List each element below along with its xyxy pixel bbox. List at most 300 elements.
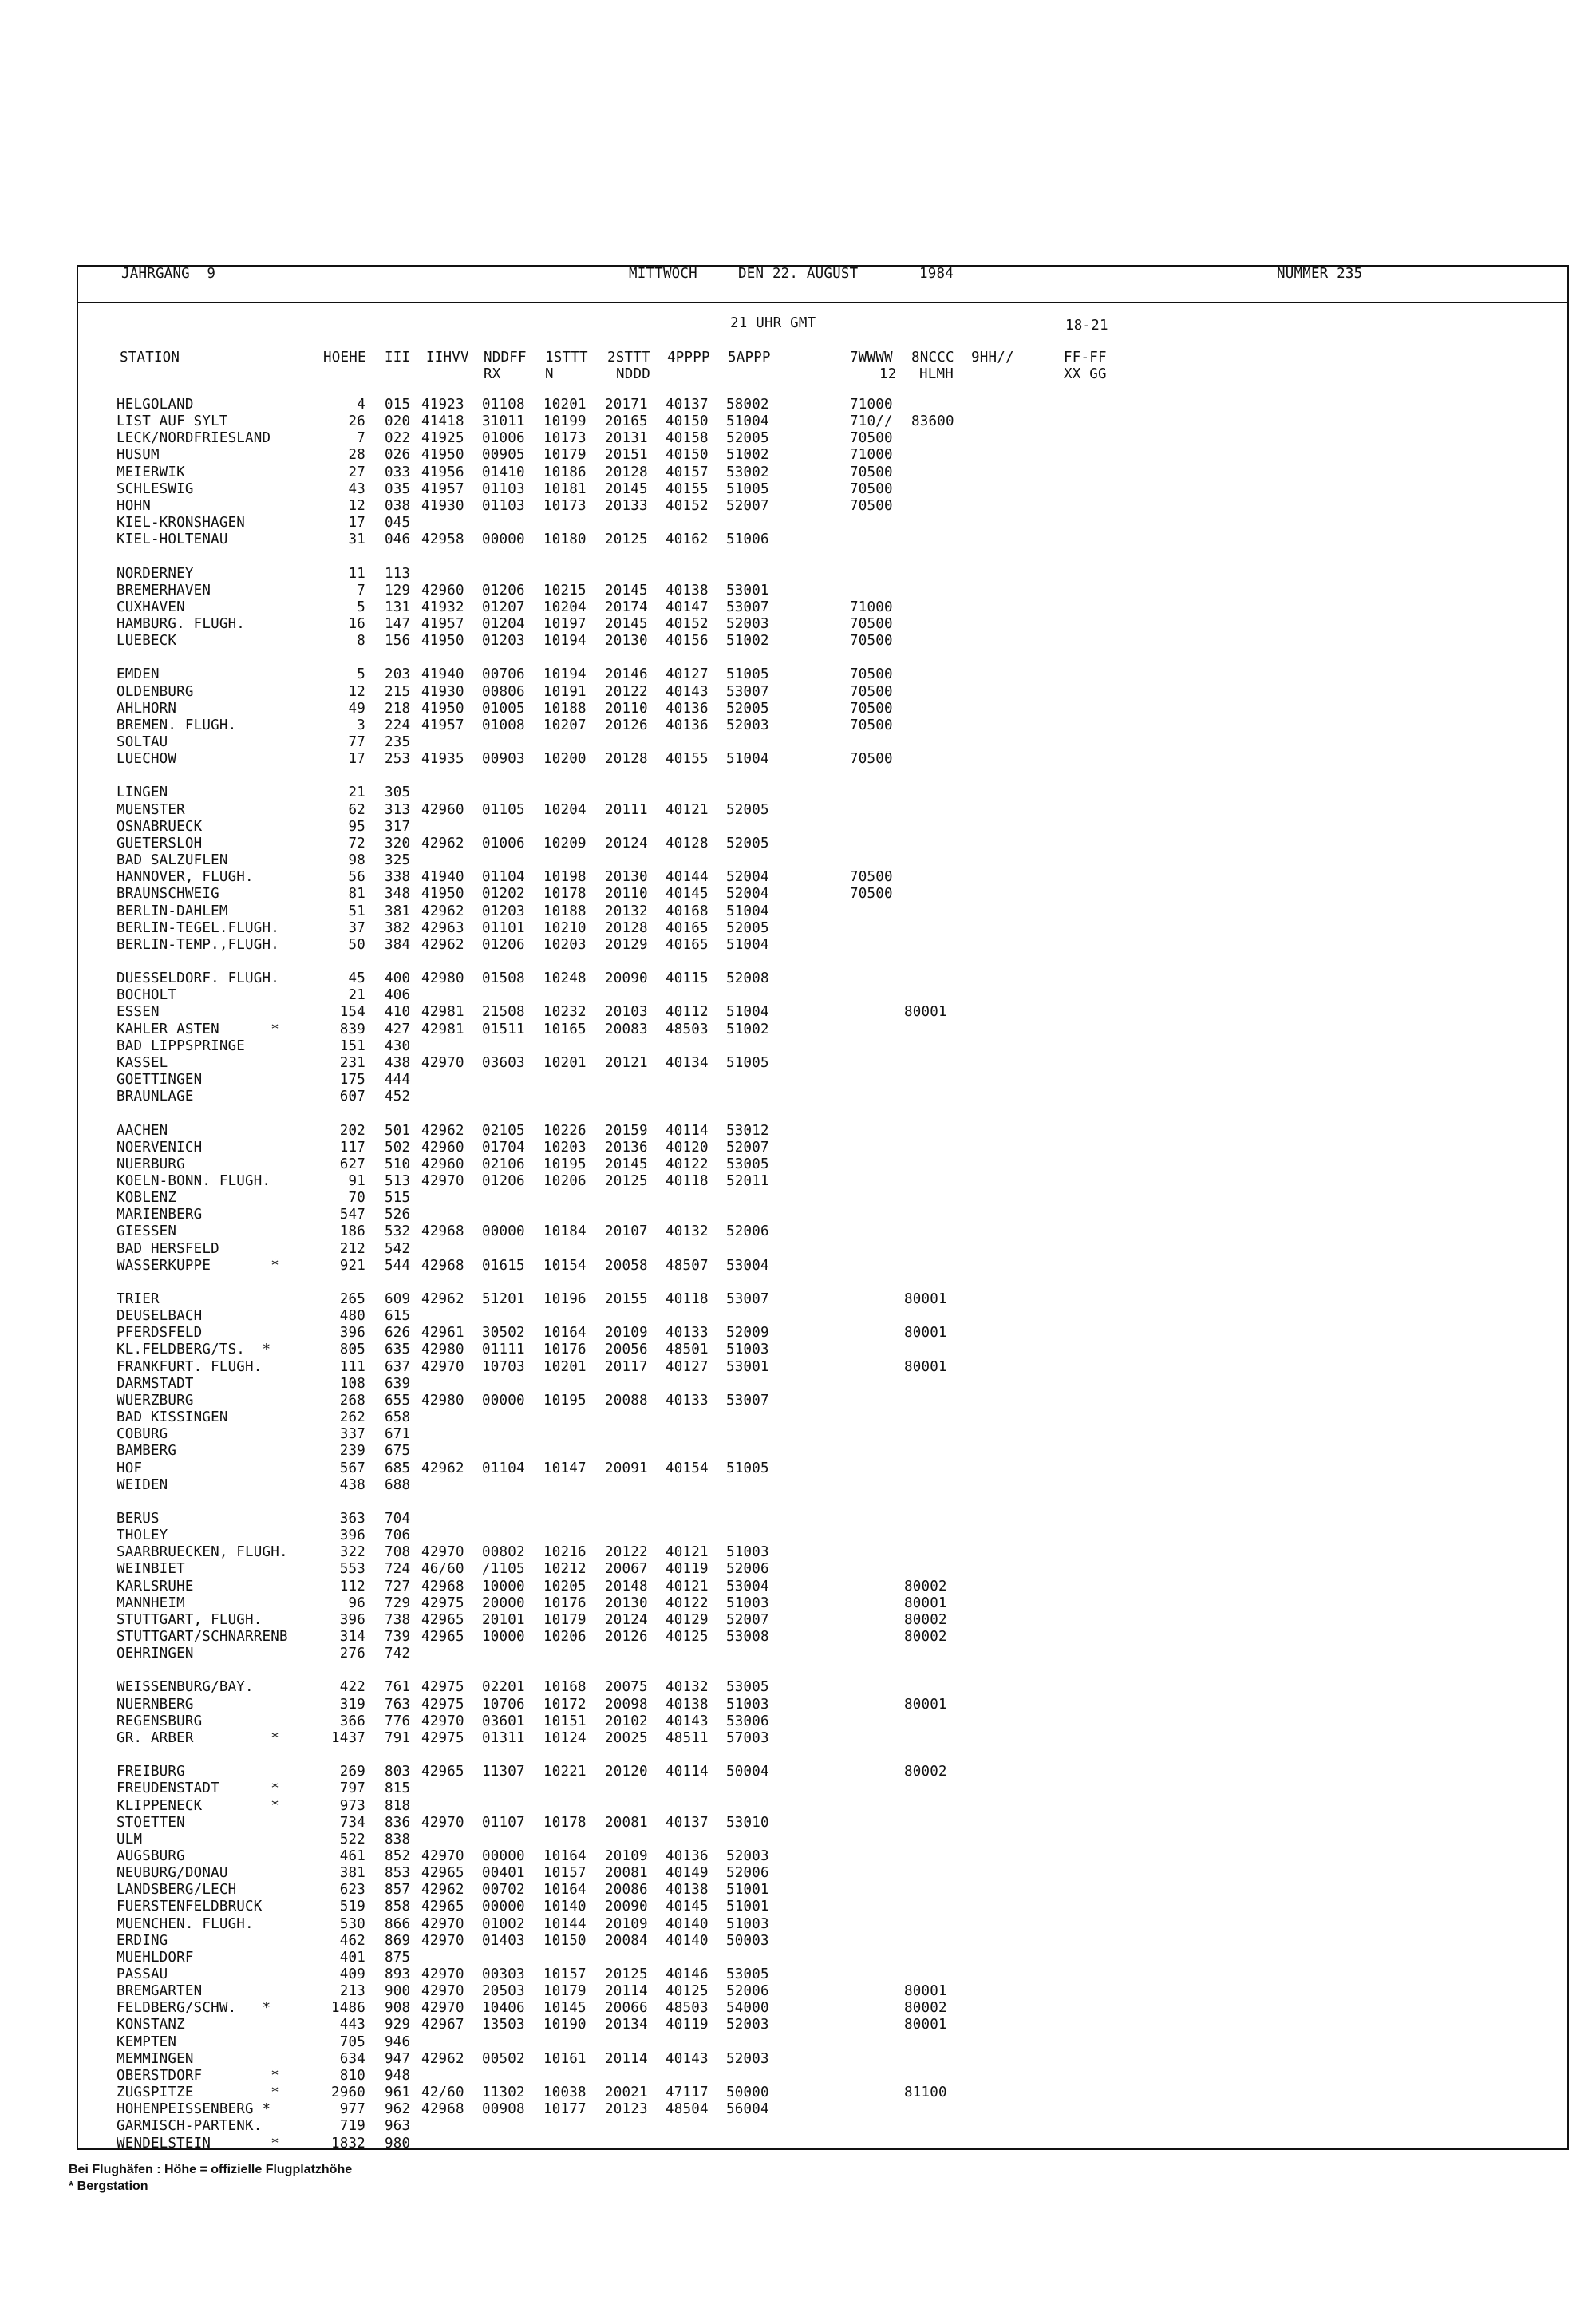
cell-iii: 348 [385, 886, 411, 903]
cell-g4: 20126 [605, 1629, 648, 1645]
cell-g6: 53005 [726, 1679, 769, 1696]
cell-g2: 20101 [482, 1611, 525, 1628]
cell-g5: 40143 [666, 2050, 709, 2067]
cell-g6: 57003 [726, 1729, 769, 1746]
cell-g2: 00000 [482, 1223, 525, 1240]
cell-g5: 40144 [666, 869, 709, 886]
cell-g4: 20165 [605, 413, 648, 430]
cell-hoehe: 363 [339, 1510, 365, 1527]
cell-g1: 42962 [421, 1122, 464, 1139]
cell-iii: 615 [385, 1308, 411, 1325]
cell-g3: 10200 [543, 751, 587, 768]
cell-hoehe: 21 [348, 784, 365, 801]
cell-iii: 761 [385, 1679, 411, 1696]
cell-g6: 53008 [726, 1629, 769, 1645]
cell-g5: 40125 [666, 1629, 709, 1645]
report-frame [77, 265, 1569, 2150]
cell-g4: 20084 [605, 1932, 648, 1949]
col-nddd: NDDD [616, 366, 650, 382]
cell-g4: 20122 [605, 683, 648, 700]
cell-station: LINGEN [117, 784, 168, 801]
cell-iii: 675 [385, 1443, 411, 1460]
cell-hoehe: 213 [339, 1983, 365, 2000]
cell-g2: 00702 [482, 1882, 525, 1899]
cell-g2: 00303 [482, 1966, 525, 1982]
cell-g1: 42970 [421, 1932, 464, 1949]
cell-g6: 53004 [726, 1578, 769, 1595]
cell-g3: 10215 [543, 582, 587, 599]
cell-g2: 00000 [482, 1899, 525, 1915]
cell-g2: 01107 [482, 1814, 525, 1831]
cell-g4: 20146 [605, 666, 648, 683]
cell-station: OEHRINGEN [117, 1646, 194, 1662]
cell-g3: 10207 [543, 717, 587, 733]
cell-g5: 40137 [666, 1814, 709, 1831]
cell-g5: 40155 [666, 480, 709, 497]
cell-g2: 10000 [482, 1629, 525, 1645]
cell-g1: 42970 [421, 1848, 464, 1864]
cell-iii: 532 [385, 1223, 411, 1240]
cell-g2: 01101 [482, 919, 525, 936]
col-hoehe: HOEHE [323, 350, 366, 366]
cell-iii: 022 [385, 430, 411, 447]
cell-g5: 40133 [666, 1392, 709, 1409]
cell-station: OLDENBURG [117, 683, 194, 700]
cell-g6: 51004 [726, 751, 769, 768]
cell-station: NEUBURG/DONAU [117, 1865, 228, 1882]
cell-hoehe: 11 [348, 565, 365, 582]
cell-g6: 53007 [726, 1291, 769, 1307]
cell-g3: 10164 [543, 1325, 587, 1342]
cell-g9: 80001 [904, 1358, 947, 1375]
cell-g9: 80001 [904, 1696, 947, 1713]
cell-iii: 815 [385, 1780, 411, 1797]
cell-g2: 00000 [482, 1848, 525, 1864]
cell-g1: 42958 [421, 532, 464, 548]
cell-g6: 53007 [726, 599, 769, 615]
cell-station: STOETTEN [117, 1814, 185, 1831]
cell-g3: 10179 [543, 447, 587, 464]
cell-g4: 20098 [605, 1696, 648, 1713]
cell-station: BAD SALZUFLEN [117, 852, 228, 868]
cell-iii: 113 [385, 565, 411, 582]
cell-g6: 52003 [726, 2017, 769, 2033]
cell-hoehe: 62 [348, 801, 365, 818]
cell-g4: 20102 [605, 1713, 648, 1729]
cell-g5: 48503 [666, 1021, 709, 1037]
cell-g1: 41925 [421, 430, 464, 447]
cell-g2: 01204 [482, 615, 525, 632]
cell-g6: 51002 [726, 1021, 769, 1037]
cell-g6: 52005 [726, 430, 769, 447]
cell-station: DUESSELDORF. FLUGH. [117, 970, 279, 987]
cell-station: BAMBERG [117, 1443, 177, 1460]
cell-iii: 852 [385, 1848, 411, 1864]
cell-g7: 70500 [850, 666, 893, 683]
cell-g3: 10191 [543, 683, 587, 700]
cell-g3: 10196 [543, 1291, 587, 1307]
cell-hoehe: 239 [339, 1443, 365, 1460]
cell-g5: 40133 [666, 1325, 709, 1342]
cell-g5: 40152 [666, 615, 709, 632]
cell-hoehe: 16 [348, 615, 365, 632]
cell-iii: 637 [385, 1358, 411, 1375]
cell-station: LIST AUF SYLT [117, 413, 228, 430]
cell-g5: 40155 [666, 751, 709, 768]
cell-g4: 20121 [605, 1054, 648, 1071]
cell-hoehe: 381 [339, 1865, 365, 1882]
cell-g3: 10201 [543, 1054, 587, 1071]
cell-g5: 40150 [666, 413, 709, 430]
cell-iii: 763 [385, 1696, 411, 1713]
cell-g1: 46/60 [421, 1561, 464, 1578]
cell-hoehe: 530 [339, 1915, 365, 1932]
cell-hoehe: 462 [339, 1932, 365, 1949]
cell-g1: 42965 [421, 1629, 464, 1645]
cell-g3: 10165 [543, 1021, 587, 1037]
cell-hoehe: 5 [357, 666, 365, 683]
cell-hoehe: 553 [339, 1561, 365, 1578]
cell-g4: 20134 [605, 2017, 648, 2033]
cell-g2: 11307 [482, 1764, 525, 1780]
cell-g5: 40150 [666, 447, 709, 464]
cell-hoehe: 186 [339, 1223, 365, 1240]
cell-hoehe: 973 [339, 1797, 365, 1814]
cell-g6: 52006 [726, 1983, 769, 2000]
cell-g5: 40120 [666, 1139, 709, 1156]
col-nddff: NDDFF [484, 350, 527, 366]
cell-g1: 42970 [421, 1983, 464, 2000]
cell-iii: 626 [385, 1325, 411, 1342]
footnotes [69, 2161, 352, 2195]
cell-g7: 71000 [850, 447, 893, 464]
cell-iii: 313 [385, 801, 411, 818]
cell-station: COBURG [117, 1426, 168, 1443]
cell-hoehe: 396 [339, 1527, 365, 1544]
cell-hoehe: 4 [357, 397, 365, 413]
cell-g4: 20128 [605, 919, 648, 936]
cell-hoehe: 212 [339, 1240, 365, 1257]
cell-station: MANNHEIM [117, 1595, 185, 1611]
cell-g1: 42981 [421, 1004, 464, 1021]
cell-g6: 52003 [726, 717, 769, 733]
cell-station: BERLIN-TEGEL.FLUGH. [117, 919, 279, 936]
cell-station: WEINBIET [117, 1561, 185, 1578]
cell-hoehe: 805 [339, 1342, 365, 1358]
cell-g5: 48507 [666, 1257, 709, 1274]
cell-g3: 10164 [543, 1882, 587, 1899]
cell-g4: 20088 [605, 1392, 648, 1409]
cell-g4: 20109 [605, 1325, 648, 1342]
cell-station: ULM [117, 1831, 143, 1848]
cell-g6: 52004 [726, 886, 769, 903]
cell-g3: 10203 [543, 1139, 587, 1156]
cell-g3: 10186 [543, 464, 587, 480]
cell-station: BRAUNSCHWEIG [117, 886, 219, 903]
cell-g6: 52005 [726, 801, 769, 818]
cell-g3: 10198 [543, 869, 587, 886]
cell-g4: 20109 [605, 1915, 648, 1932]
cell-g6: 52007 [726, 1611, 769, 1628]
col-9hh: 9HH// [971, 350, 1014, 366]
cell-station: KASSEL [117, 1054, 168, 1071]
cell-g2: 01104 [482, 869, 525, 886]
cell-g1: 42962 [421, 1882, 464, 1899]
cell-g1: 42965 [421, 1865, 464, 1882]
cell-g6: 51005 [726, 1460, 769, 1476]
cell-station: BAD LIPPSPRINGE [117, 1037, 246, 1054]
cell-hoehe: 70 [348, 1190, 365, 1207]
cell-hoehe: 262 [339, 1409, 365, 1425]
col-1sttt: 1STTT [545, 350, 588, 366]
cell-g6: 51005 [726, 666, 769, 683]
cell-hoehe: 2960 [331, 2085, 365, 2100]
cell-iii: 430 [385, 1037, 411, 1054]
cell-iii: 444 [385, 1072, 411, 1088]
cell-g3: 10188 [543, 903, 587, 919]
cell-station: STUTTGART/SCHNARRENB [117, 1629, 288, 1645]
cell-g3: 10168 [543, 1679, 587, 1696]
cell-g9: 80001 [904, 1325, 947, 1342]
footnote-airport-height: Bei Flughäfen : Höhe = offizielle Flugplatzhöhe [69, 2163, 353, 2176]
cell-g2: 00706 [482, 666, 525, 683]
cell-g4: 20145 [605, 615, 648, 632]
cell-g9: 80001 [904, 2017, 947, 2033]
cell-g1: 42980 [421, 1392, 464, 1409]
cell-g5: 40145 [666, 886, 709, 903]
cell-g3: 10205 [543, 1578, 587, 1595]
cell-station: WEIDEN [117, 1476, 168, 1493]
cell-g4: 20125 [605, 1966, 648, 1982]
cell-g3: 10178 [543, 1814, 587, 1831]
cell-g6: 51002 [726, 447, 769, 464]
cell-g2: 01206 [482, 1172, 525, 1189]
col-2sttt: 2STTT [607, 350, 650, 366]
cell-hoehe: 810 [339, 2067, 365, 2084]
cell-g2: 03601 [482, 1713, 525, 1729]
cell-g5: 40114 [666, 1122, 709, 1139]
cell-iii: 738 [385, 1611, 411, 1628]
cell-g4: 20131 [605, 430, 648, 447]
cell-g3: 10201 [543, 397, 587, 413]
cell-g7: 71000 [850, 397, 893, 413]
cell-g4: 20056 [605, 1342, 648, 1358]
cell-g3: 10201 [543, 1358, 587, 1375]
cell-hoehe: 95 [348, 818, 365, 835]
cell-iii: 836 [385, 1814, 411, 1831]
cell-g3: 10221 [543, 1764, 587, 1780]
cell-g2: 02106 [482, 1156, 525, 1172]
cell-g2: 01207 [482, 599, 525, 615]
cell-g4: 20117 [605, 1358, 648, 1375]
cell-hoehe: 21 [348, 987, 365, 1004]
cell-g5: 40127 [666, 666, 709, 683]
cell-iii: 381 [385, 903, 411, 919]
cell-station: NUERBURG [117, 1156, 185, 1172]
cell-g9: 80002 [904, 1764, 947, 1780]
cell-iii: 129 [385, 582, 411, 599]
cell-g4: 20124 [605, 835, 648, 852]
cell-g1: 42962 [421, 1291, 464, 1307]
col-hlmh: HLMH [919, 366, 954, 382]
cell-g6: 51001 [726, 1899, 769, 1915]
cell-iii: 305 [385, 784, 411, 801]
cell-g1: 41932 [421, 599, 464, 615]
cell-station: LUECHOW [117, 751, 177, 768]
cell-g2: 01006 [482, 430, 525, 447]
cell-hoehe: 27 [348, 464, 365, 480]
cell-g3: 10161 [543, 2050, 587, 2067]
cell-station: BRAUNLAGE [117, 1089, 194, 1105]
cell-hoehe: 37 [348, 919, 365, 936]
cell-hoehe: 7 [357, 582, 365, 599]
cell-g2: 00806 [482, 683, 525, 700]
cell-g5: 40132 [666, 1223, 709, 1240]
cell-hoehe: 3 [357, 717, 365, 733]
cell-g1: 42970 [421, 2000, 464, 2017]
cell-iii: 502 [385, 1139, 411, 1156]
cell-g3: 10190 [543, 2017, 587, 2033]
cell-g9: 80001 [904, 1291, 947, 1307]
cell-g4: 20086 [605, 1882, 648, 1899]
cell-station: CUXHAVEN [117, 599, 185, 615]
cell-g3: 10140 [543, 1899, 587, 1915]
cell-g1: 42968 [421, 1257, 464, 1274]
cell-g1: 41940 [421, 666, 464, 683]
cell-station: WEISSENBURG/BAY. [117, 1679, 254, 1696]
cell-hoehe: 111 [339, 1358, 365, 1375]
cell-iii: 803 [385, 1764, 411, 1780]
cell-g5: 40145 [666, 1899, 709, 1915]
cell-hoehe: 151 [339, 1037, 365, 1054]
cell-g4: 20145 [605, 1156, 648, 1172]
col-12: 12 [879, 366, 897, 382]
cell-g6: 52005 [726, 919, 769, 936]
cell-g4: 20123 [605, 2101, 648, 2118]
cell-g6: 53005 [726, 1966, 769, 1982]
cell-iii: 147 [385, 615, 411, 632]
cell-station: BERLIN-DAHLEM [117, 903, 228, 919]
cell-g3: 10164 [543, 1848, 587, 1864]
cell-hoehe: 705 [339, 2033, 365, 2050]
cell-g4: 20091 [605, 1460, 648, 1476]
cell-hoehe: 268 [339, 1392, 365, 1409]
cell-g1: 42970 [421, 1713, 464, 1729]
cell-iii: 406 [385, 987, 411, 1004]
cell-iii: 655 [385, 1392, 411, 1409]
cell-g5: 40134 [666, 1054, 709, 1071]
cell-station: HANNOVER, FLUGH. [117, 869, 254, 886]
cell-g3: 10150 [543, 1932, 587, 1949]
cell-g5: 40143 [666, 1713, 709, 1729]
cell-g4: 20122 [605, 1544, 648, 1561]
cell-g2: 00401 [482, 1865, 525, 1882]
cell-iii: 962 [385, 2101, 411, 2118]
cell-g3: 10197 [543, 615, 587, 632]
cell-g6: 52008 [726, 970, 769, 987]
cell-station: FRANKFURT. FLUGH. [117, 1358, 263, 1375]
cell-g6: 53012 [726, 1122, 769, 1139]
col-ff-ff: FF-FF [1064, 350, 1107, 366]
cell-g6: 52006 [726, 1223, 769, 1240]
cell-g3: 10210 [543, 919, 587, 936]
cell-station: MUENCHEN. FLUGH. [117, 1915, 254, 1932]
cell-g6: 51001 [726, 1882, 769, 1899]
cell-iii: 046 [385, 532, 411, 548]
cell-g3: 10173 [543, 430, 587, 447]
cell-g9: 80002 [904, 1629, 947, 1645]
cell-iii: 045 [385, 515, 411, 531]
cell-hoehe: 265 [339, 1291, 365, 1307]
cell-g7: 70500 [850, 430, 893, 447]
cell-iii: 893 [385, 1966, 411, 1982]
cell-g6: 51005 [726, 480, 769, 497]
cell-iii: 510 [385, 1156, 411, 1172]
cell-iii: 325 [385, 852, 411, 868]
cell-hoehe: 56 [348, 869, 365, 886]
cell-g1: 42980 [421, 1342, 464, 1358]
cell-g1: 42970 [421, 1358, 464, 1375]
cell-iii: 791 [385, 1729, 411, 1746]
cell-g4: 20159 [605, 1122, 648, 1139]
cell-iii: 513 [385, 1172, 411, 1189]
cell-station: HELGOLAND [117, 397, 194, 413]
cell-g3: 10216 [543, 1544, 587, 1561]
cell-g6: 51003 [726, 1544, 769, 1561]
cell-station: MEMMINGEN [117, 2050, 194, 2067]
cell-station: NOERVENICH [117, 1139, 203, 1156]
cell-station: KL.FELDBERG/TS. * [117, 1342, 271, 1358]
cell-g5: 40140 [666, 1915, 709, 1932]
cell-iii: 382 [385, 919, 411, 936]
cell-g3: 10124 [543, 1729, 587, 1746]
cell-iii: 671 [385, 1426, 411, 1443]
cell-g1: 42970 [421, 1054, 464, 1071]
cell-g1: 42975 [421, 1729, 464, 1746]
cell-g2: 01203 [482, 903, 525, 919]
cell-g4: 20120 [605, 1764, 648, 1780]
cell-station: LUEBECK [117, 633, 177, 650]
cell-hoehe: 480 [339, 1308, 365, 1325]
cell-station: BREMGARTEN [117, 1983, 203, 2000]
cell-g5: 40152 [666, 497, 709, 514]
cell-g6: 56004 [726, 2101, 769, 2118]
cell-g4: 20136 [605, 1139, 648, 1156]
cell-g9: 80002 [904, 2000, 947, 2017]
cell-g5: 40121 [666, 1578, 709, 1595]
cell-g1: 41956 [421, 464, 464, 480]
cell-g2: 02105 [482, 1122, 525, 1139]
cell-g4: 20124 [605, 1611, 648, 1628]
cell-g4: 20081 [605, 1814, 648, 1831]
cell-station: WENDELSTEIN * [117, 2135, 279, 2152]
cell-g5: 40118 [666, 1172, 709, 1189]
cell-station: AUGSBURG [117, 1848, 185, 1864]
cell-g2: 10406 [482, 2000, 525, 2017]
cell-g1: 42970 [421, 1814, 464, 1831]
cell-g1: 42981 [421, 1021, 464, 1037]
cell-iii: 742 [385, 1646, 411, 1662]
cell-g2: 01002 [482, 1915, 525, 1932]
observation-period: 18-21 [1065, 318, 1108, 334]
cell-iii: 729 [385, 1595, 411, 1611]
cell-g6: 52006 [726, 1865, 769, 1882]
cell-hoehe: 43 [348, 480, 365, 497]
cell-station: THOLEY [117, 1527, 168, 1544]
cell-g2: 21508 [482, 1004, 525, 1021]
cell-g1: 42962 [421, 2050, 464, 2067]
cell-hoehe: 396 [339, 1325, 365, 1342]
